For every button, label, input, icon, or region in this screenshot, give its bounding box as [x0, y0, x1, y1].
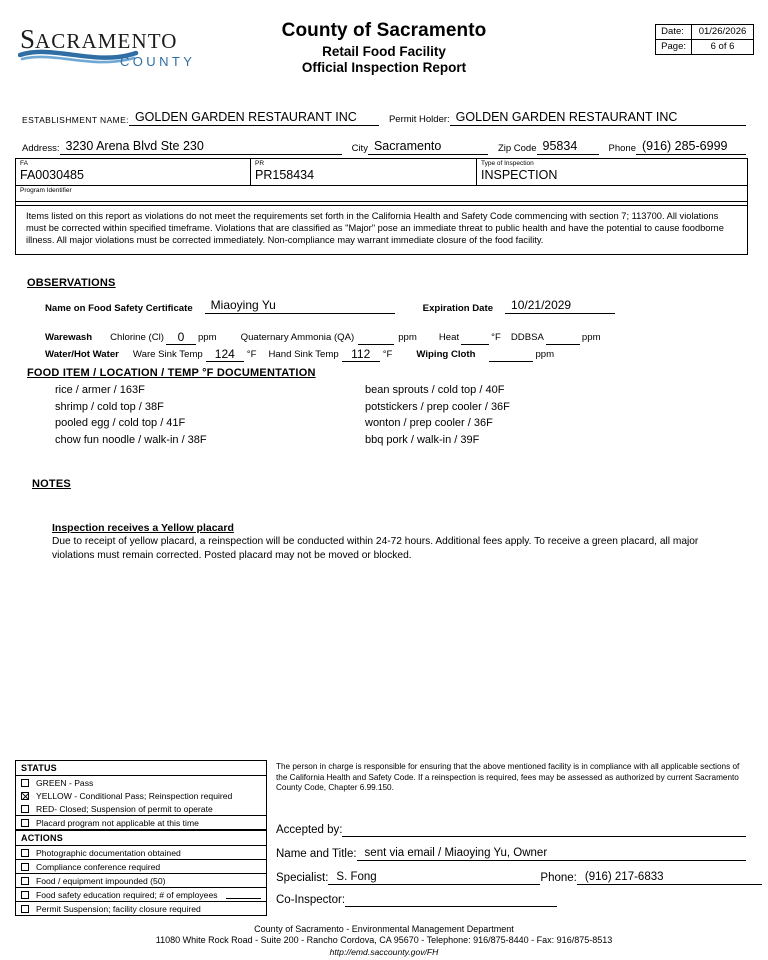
action-item-food-safety-education[interactable]: [16, 888, 266, 902]
notes-body: [52, 522, 712, 562]
cert-name-value[interactable]: Miaoying Yu: [205, 298, 395, 314]
action-item-impounded[interactable]: [16, 874, 266, 888]
status-item-label: GREEN - Pass: [36, 777, 94, 788]
report-footer: [0, 924, 768, 959]
food-documentation-heading: FOOD ITEM / LOCATION / TEMP °F DOCUMENTATION: [27, 367, 316, 379]
name-title-label: Name and Title:: [276, 847, 357, 860]
page-row: [656, 39, 754, 54]
action-item-label: Compliance conference required: [36, 861, 161, 872]
chlorine-label: Chlorine (Cl): [110, 332, 164, 343]
page-subtitle-1: Retail Food Facility: [322, 43, 446, 59]
food-item: bbq pork / walk-in / 39F: [365, 433, 480, 446]
coinspector-value[interactable]: [345, 906, 557, 907]
notes-heading: NOTES: [32, 478, 71, 490]
disclaimer-box: [15, 201, 748, 255]
actions-heading: ACTIONS: [16, 830, 266, 846]
identifier-row: [16, 159, 747, 185]
action-item-photographic[interactable]: [16, 846, 266, 860]
zip-label: Zip Code: [497, 143, 537, 154]
city-label: City: [351, 143, 368, 154]
checkbox-icon[interactable]: [21, 905, 29, 913]
address-row: [22, 139, 746, 155]
report-title-block: [0, 20, 768, 75]
warewash-section: [45, 330, 745, 364]
page-label: Page:: [656, 39, 692, 54]
status-item-label: RED- Closed; Suspension of permit to operate: [36, 803, 213, 814]
phone-value[interactable]: (916) 285-6999: [636, 139, 746, 155]
action-item-compliance-conference[interactable]: [16, 860, 266, 874]
specialist-row: [276, 870, 746, 885]
note-entry-body: Due to receipt of yellow placard, a reinspection will be conducted within 24-72 hours. Additional fees apply. To receive a green placard, all major violations must remain corrected. Posted placard may not be moved or blocked.: [52, 536, 699, 561]
name-title-value[interactable]: sent via email / Miaoying Yu, Owner: [357, 846, 746, 861]
specialist-phone-value[interactable]: (916) 217-6833: [577, 870, 762, 885]
specialist-value[interactable]: S. Fong: [328, 870, 540, 885]
food-item: bean sprouts / cold top / 40F: [365, 384, 505, 396]
accepted-by-value[interactable]: [342, 836, 746, 837]
coinspector-label: Co-Inspector:: [276, 893, 346, 906]
food-item: shrimp / cold top / 38F: [55, 400, 164, 413]
status-item-green[interactable]: [16, 776, 266, 789]
pr-cell: [251, 159, 477, 185]
inspection-type-label: Type of Inspection: [481, 160, 534, 167]
address-value[interactable]: 3230 Arena Blvd Ste 230: [60, 139, 342, 155]
food-documentation-list: [55, 382, 755, 448]
inspection-type-value[interactable]: INSPECTION: [481, 168, 558, 182]
inspection-type-cell: [477, 159, 747, 185]
status-item-red[interactable]: [16, 802, 266, 816]
action-item-label: Photographic documentation obtained: [36, 847, 181, 858]
heat-value[interactable]: [461, 344, 489, 345]
food-item: pooled egg / cold top / 41F: [55, 417, 186, 429]
checkbox-icon[interactable]: [21, 863, 29, 871]
status-item-yellow[interactable]: [16, 789, 266, 802]
action-item-label: Food / equipment impounded (50): [36, 875, 166, 886]
action-item-permit-suspension[interactable]: [16, 902, 266, 915]
checkbox-icon[interactable]: [21, 779, 29, 787]
wiping-cloth-value[interactable]: [489, 361, 533, 362]
water-row: [45, 347, 745, 362]
report-header: [0, 0, 768, 100]
chlorine-value[interactable]: 0: [166, 330, 196, 345]
specialist-label: Specialist:: [276, 871, 329, 884]
qa-unit: ppm: [398, 332, 417, 343]
food-items-left-column: [55, 382, 365, 448]
status-item-label: Placard program not applicable at this time: [36, 817, 199, 828]
hand-sink-value[interactable]: 112: [342, 347, 380, 362]
warewash-row: [45, 330, 745, 345]
ddbsa-unit: ppm: [581, 332, 601, 343]
date-label: Date:: [656, 25, 692, 40]
checkbox-icon[interactable]: [21, 877, 29, 885]
ware-sink-label: Ware Sink Temp: [132, 349, 203, 360]
expiration-date-label: Expiration Date: [422, 303, 494, 314]
fa-value[interactable]: FA0030485: [20, 168, 84, 182]
svg-text:COUNTY: COUNTY: [120, 54, 196, 69]
establishment-name-value[interactable]: GOLDEN GARDEN RESTAURANT INC: [129, 110, 379, 126]
heat-unit: °F: [491, 332, 501, 343]
heat-label: Heat: [438, 332, 460, 343]
cert-name-label: Name on Food Safety Certificate: [45, 303, 193, 314]
coinspector-row: [276, 894, 746, 907]
accepted-by-row: [276, 824, 746, 837]
food-item: chow fun noodle / walk-in / 38F: [55, 433, 207, 446]
program-identifier-label: Program Identifier: [20, 187, 72, 194]
action-item-label: Food safety education required; # of employees: [36, 889, 218, 900]
food-items-right-column: [365, 382, 675, 448]
identifier-table: [15, 158, 748, 206]
city-value[interactable]: Sacramento: [368, 139, 488, 155]
food-safety-certificate-row: [45, 298, 645, 314]
wiping-cloth-label: Wiping Cloth: [416, 349, 476, 360]
disclaimer-text: Items listed on this report as violations do not meet the requirements set forth in the California Health and Safety Code commencing with section 7; 113700. All violations must be corrected within specified timeframe. Violations that are classified as "Major" pose an immediate threat to public health and have the potential to cause foodborne illness. All major violations must be corrected immediately. Non-compliance may warrant immediate closure of the food facility.: [26, 211, 724, 246]
footer-url[interactable]: http://emd.saccounty.gov/FH: [329, 946, 439, 957]
food-item: potstickers / prep cooler / 36F: [365, 400, 510, 413]
address-label: Address:: [22, 143, 60, 154]
establishment-name-label: ESTABLISHMENT NAME:: [22, 115, 129, 125]
date-page-box: [655, 24, 754, 55]
svg-text:S: S: [20, 24, 36, 54]
svg-text:ACRAMENTO: ACRAMENTO: [35, 29, 178, 53]
checkbox-icon[interactable]: [21, 849, 29, 857]
page-title: County of Sacramento: [281, 20, 487, 41]
page-subtitle-2: Official Inspection Report: [301, 59, 467, 75]
date-row: [656, 25, 754, 40]
warewash-label: Warewash: [45, 332, 93, 343]
status-item-label: YELLOW - Conditional Pass; Reinspection required: [36, 790, 233, 801]
ware-sink-value[interactable]: 124: [206, 347, 244, 362]
chlorine-unit: ppm: [197, 332, 217, 343]
checkbox-icon[interactable]: [21, 891, 29, 899]
phone-label: Phone: [608, 143, 636, 154]
accepted-by-label: Accepted by:: [276, 823, 343, 836]
status-heading: STATUS: [16, 761, 266, 776]
establishment-name-row: [22, 110, 746, 126]
responsibility-text: The person in charge is responsible for ensuring that the above mentioned facility is in compliance with all applicable sections of the California Health and Safety Code. If a reinspection is required, fees may be assessed as authorized by current Sacramento County Code, Chapter 6.99.150.: [276, 762, 740, 792]
checkbox-checked-icon[interactable]: [21, 792, 29, 800]
food-item: rice / armer / 163F: [55, 384, 145, 396]
food-item: wonton / prep cooler / 36F: [365, 417, 493, 429]
footer-line-2: 11080 White Rock Road - Suite 200 - Rancho Cordova, CA 95670 - Telephone: 916/875-8440 - Fax: 916/875-8513: [155, 935, 613, 945]
permit-holder-label: Permit Holder:: [388, 114, 450, 125]
hand-sink-unit: °F: [382, 349, 393, 360]
status-actions-table: [15, 760, 267, 916]
date-value: 01/26/2026: [692, 25, 754, 40]
qa-value[interactable]: [358, 344, 394, 345]
action-item-label: Permit Suspension; facility closure required: [36, 903, 201, 914]
hand-sink-label: Hand Sink Temp: [268, 349, 339, 360]
specialist-phone-label: Phone:: [540, 871, 577, 884]
pr-label: PR: [255, 160, 265, 167]
signature-section: [276, 762, 746, 916]
ware-sink-unit: °F: [246, 349, 257, 360]
footer-line-1: County of Sacramento - Environmental Management Department: [254, 923, 514, 934]
zip-value[interactable]: 95834: [537, 139, 599, 155]
permit-holder-value[interactable]: GOLDEN GARDEN RESTAURANT INC: [450, 110, 746, 126]
water-label: Water/Hot Water: [45, 349, 119, 360]
fa-cell: [16, 159, 251, 185]
checkbox-icon[interactable]: [21, 819, 29, 827]
wiping-cloth-unit: ppm: [535, 349, 555, 360]
ddbsa-label: DDBSA: [510, 332, 544, 343]
qa-label: Quaternary Ammonia (QA): [240, 332, 355, 343]
pr-value[interactable]: PR158434: [255, 168, 315, 182]
observations-heading: OBSERVATIONS: [27, 277, 116, 289]
page-value: 6 of 6: [692, 39, 754, 54]
employee-count-field[interactable]: [226, 890, 261, 899]
note-entry-title: Inspection receives a Yellow placard: [52, 522, 234, 534]
name-title-row: [276, 846, 746, 861]
establishment-section: [22, 110, 746, 155]
status-item-not-applicable[interactable]: [16, 816, 266, 830]
fa-label: FA: [20, 160, 28, 167]
checkbox-icon[interactable]: [21, 805, 29, 813]
ddbsa-value[interactable]: [546, 344, 580, 345]
expiration-date-value[interactable]: 10/21/2029: [505, 298, 615, 314]
